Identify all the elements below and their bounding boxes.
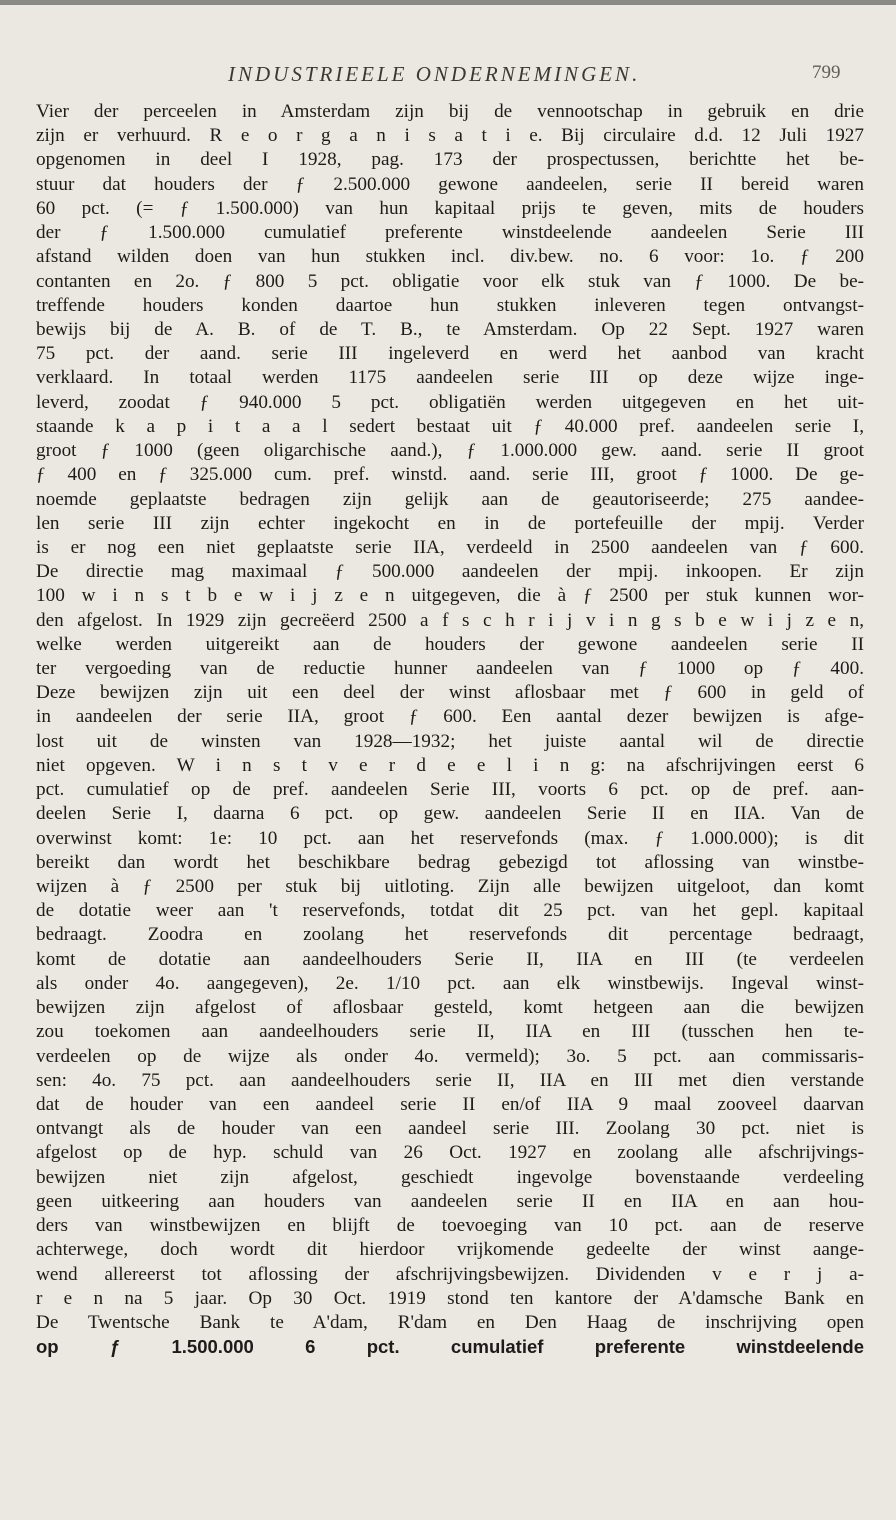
text-line: ter vergoeding van de reductie hunner aandeelen van ƒ 1000 op ƒ 400. bbox=[36, 658, 864, 680]
text-line: op ƒ 1.500.000 6 pct. cumulatief preferente winstdeelende bbox=[36, 1336, 864, 1358]
text-line: wijzen à ƒ 2500 per stuk bij uitloting. Zijn alle bewijzen uitgeloot, dan komt bbox=[36, 876, 864, 897]
text-line: Vier der perceelen in Amsterdam zijn bij de vennootschap in gebruik en drie bbox=[36, 101, 864, 122]
text-line: 100 w i n s t b e w i j z e n uitgegeven, die à ƒ 2500 per stuk kunnen wor- bbox=[36, 585, 864, 607]
text-line: ontvangt als de houder van een aandeel serie III. Zoolang 30 pct. niet is bbox=[36, 1118, 864, 1140]
text-line: deelen Serie I, daarna 6 pct. op gew. aandeelen Serie II en IIA. Van de bbox=[36, 803, 864, 825]
text-line: komt de dotatie aan aandeelhouders Serie II, IIA en III (te verdeelen bbox=[36, 948, 864, 970]
text-line: zijn er verhuurd. R e o r g a n i s a t i e. Bij circulaire d.d. 12 Juli 1927 bbox=[36, 125, 864, 147]
text-line: wend allereerst tot aflossing der afschrijvingsbewijzen. Dividenden v e r j a- bbox=[36, 1263, 864, 1285]
text-line: noemde geplaatste bedragen zijn gelijk aan de geautoriseerde; 275 aandee- bbox=[36, 488, 864, 510]
body-text bbox=[36, 100, 864, 1359]
text-line: bewijzen zijn afgelost of aflosbaar gesteld, komt hetgeen aan die bewijzen bbox=[36, 997, 864, 1019]
running-title: INDUSTRIEELE ONDERNEMINGEN. bbox=[228, 62, 641, 86]
text-line: ƒ 400 en ƒ 325.000 cum. pref. winstd. aand. serie III, groot ƒ 1000. De ge- bbox=[36, 464, 864, 486]
text-line: ders van winstbewijzen en blijft de toevoeging van 10 pct. aan de reserve bbox=[36, 1215, 864, 1237]
text-line: De directie mag maximaal ƒ 500.000 aandeelen der mpij. inkoopen. Er zijn bbox=[36, 561, 864, 583]
text-line: bereikt dan wordt het beschikbare bedrag gebezigd tot aflossing van winstbe- bbox=[36, 851, 864, 873]
top-edge-rule bbox=[0, 0, 896, 5]
text-line: stuur dat houders der ƒ 2.500.000 gewone aandeelen, serie II bereid waren bbox=[36, 173, 864, 195]
text-line: len serie III zijn echter ingekocht en in de portefeuille der mpij. Verder bbox=[36, 512, 864, 534]
running-header bbox=[0, 62, 896, 90]
text-line: sen: 4o. 75 pct. aan aandeelhouders serie II, IIA en III met dien verstande bbox=[36, 1069, 864, 1091]
text-line: opgenomen in deel I 1928, pag. 173 der prospectussen, berichtte het be- bbox=[36, 149, 864, 171]
text-line: bewijzen niet zijn afgelost, geschiedt ingevolge bovenstaande verdeeling bbox=[36, 1166, 864, 1188]
text-line: niet opgeven. W i n s t v e r d e e l i n g: na afschrijvingen eerst 6 bbox=[36, 754, 864, 776]
text-line: bedraagt. Zoodra en zoolang het reservefonds dit percentage bedraagt, bbox=[36, 924, 864, 946]
text-line: in aandeelen der serie IIA, groot ƒ 600. Een aantal dezer bewijzen is afge- bbox=[36, 706, 864, 728]
text-line: groot ƒ 1000 (geen oligarchische aand.), ƒ 1.000.000 gew. aand. serie II groot bbox=[36, 440, 864, 462]
text-line: bewijs bij de A. B. of de T. B., te Amsterdam. Op 22 Sept. 1927 waren bbox=[36, 318, 864, 340]
text-line: verklaard. In totaal werden 1175 aandeelen serie III op deze wijze inge- bbox=[36, 367, 864, 389]
text-line: treffende houders konden daartoe hun stukken inleveren tegen ontvangst- bbox=[36, 294, 864, 316]
text-line: leverd, zoodat ƒ 940.000 5 pct. obligatiën werden uitgegeven en het uit- bbox=[36, 391, 864, 413]
text-line: achterwege, doch wordt dit hierdoor vrijkomende gedeelte der winst aange- bbox=[36, 1239, 864, 1261]
text-line: geen uitkeering aan houders van aandeelen serie II en IIA en aan hou- bbox=[36, 1190, 864, 1212]
text-line: Deze bewijzen zijn uit een deel der winst aflosbaar met ƒ 600 in geld of bbox=[36, 682, 864, 704]
text-line: zou toekomen aan aandeelhouders serie II, IIA en III (tusschen hen te- bbox=[36, 1021, 864, 1043]
text-line: der ƒ 1.500.000 cumulatief preferente winstdeelende aandeelen Serie III bbox=[36, 222, 864, 244]
text-line: contanten en 2o. ƒ 800 5 pct. obligatie voor elk stuk van ƒ 1000. De be- bbox=[36, 270, 864, 292]
text-line: verdeelen op de wijze als onder 4o. vermeld); 3o. 5 pct. aan commissaris- bbox=[36, 1045, 864, 1067]
text-line: r e n na 5 jaar. Op 30 Oct. 1919 stond ten kantore der A'damsche Bank en bbox=[36, 1287, 864, 1309]
page-number: 799 bbox=[812, 62, 841, 83]
text-line: lost uit de winsten van 1928—1932; het juiste aantal wil de directie bbox=[36, 730, 864, 752]
text-line: als onder 4o. aangegeven), 2e. 1/10 pct. aan elk winstbewijs. Ingeval winst- bbox=[36, 972, 864, 994]
text-line: is er nog een niet geplaatste serie IIA, verdeeld in 2500 aandeelen van ƒ 600. bbox=[36, 536, 864, 558]
text-line: staande k a p i t a a l sedert bestaat uit ƒ 40.000 pref. aandeelen serie I, bbox=[36, 415, 864, 437]
text-line: dat de houder van een aandeel serie II en/of IIA 9 maal zooveel daarvan bbox=[36, 1093, 864, 1115]
text-line: afgelost op de hyp. schuld van 26 Oct. 1927 en zoolang alle afschrijvings- bbox=[36, 1142, 864, 1164]
text-line: afstand wilden doen van hun stukken incl. div.bew. no. 6 voor: 1o. ƒ 200 bbox=[36, 246, 864, 268]
text-line: pct. cumulatief op de pref. aandeelen Serie III, voorts 6 pct. op de pref. aan- bbox=[36, 779, 864, 801]
text-line: welke werden uitgereikt aan de houders der gewone aandeelen serie II bbox=[36, 633, 864, 655]
text-line: 75 pct. der aand. serie III ingeleverd en werd het aanbod van kracht bbox=[36, 343, 864, 365]
text-line: overwinst komt: 1e: 10 pct. aan het reservefonds (max. ƒ 1.000.000); is dit bbox=[36, 827, 864, 849]
text-line: den afgelost. In 1929 zijn gecreëerd 2500 a f s c h r i j v i n g s b e w i j z e n, bbox=[36, 609, 864, 631]
text-line: 60 pct. (= ƒ 1.500.000) van hun kapitaal prijs te geven, mits de houders bbox=[36, 197, 864, 219]
text-line: de dotatie weer aan 't reservefonds, totdat dit 25 pct. van het gepl. kapitaal bbox=[36, 900, 864, 922]
text-line: De Twentsche Bank te A'dam, R'dam en Den Haag de inschrijving open bbox=[36, 1311, 864, 1333]
